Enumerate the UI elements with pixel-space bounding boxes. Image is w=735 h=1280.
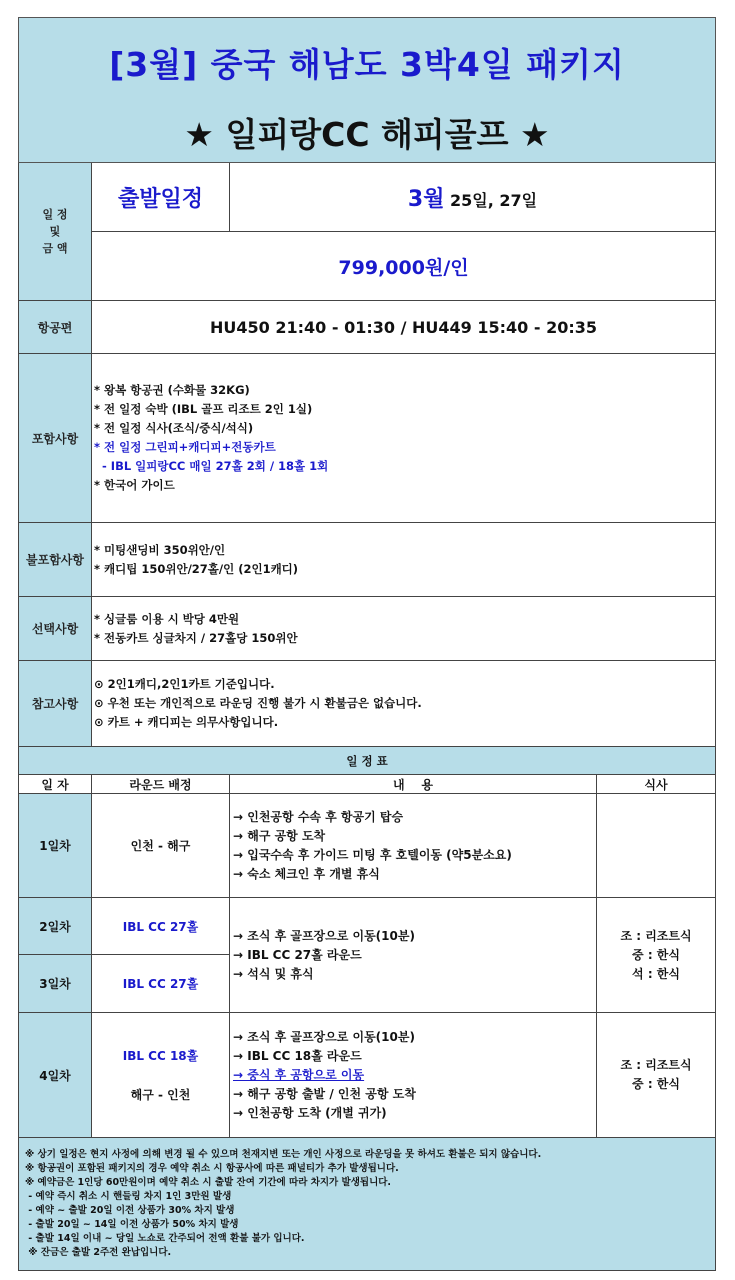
meals <box>597 1013 716 1138</box>
meals <box>597 898 716 1013</box>
departure-dates <box>230 163 716 232</box>
excluded-list <box>92 523 716 597</box>
price: 799,000원/인 <box>92 232 716 301</box>
round-line: IBL CC 18홀 <box>122 1049 199 1063</box>
list-item: * 캐디팁 150위안/27홀/인 (2인1캐디) <box>94 561 299 576</box>
content-line: → 해구 공항 도착 <box>233 828 326 843</box>
list-item: * 전 일정 숙박 (IBL 골프 리조트 2인 1실) <box>94 402 313 416</box>
meal-line: 중 : 한식 <box>632 1077 680 1091</box>
content-line: → 인천공항 도착 (개별 귀가) <box>233 1105 387 1120</box>
departure-month: 3월 <box>407 186 445 212</box>
day-label: 3일차 <box>19 955 92 1013</box>
optional-label: 선택사항 <box>19 597 92 661</box>
departure-days: 25일, 27일 <box>444 190 538 210</box>
list-item: * 미팅샌딩비 350위안/인 <box>94 542 226 557</box>
title-block <box>19 18 716 163</box>
day-label: 4일차 <box>19 1013 92 1138</box>
meal-line: 중 : 한식 <box>632 947 680 962</box>
note-line: - 출발 14일 이내 ~ 당일 노쇼로 간주되어 전액 환불 불가 입니다. <box>25 1233 305 1244</box>
round-assignment <box>92 1013 230 1138</box>
list-item: ⊙ 카트 + 캐디피는 의무사항입니다. <box>94 715 279 729</box>
column-header-meals: 식사 <box>597 775 716 794</box>
day-content <box>230 794 597 898</box>
flight-info: HU450 21:40 - 01:30 / HU449 15:40 - 20:35 <box>92 301 716 354</box>
list-item: * 왕복 항공권 (수화물 32KG) <box>94 383 250 397</box>
meal-line: 조 : 리조트식 <box>620 928 692 943</box>
round-line: 해구 - 인천 <box>130 1088 191 1102</box>
content-line: → 조식 후 골프장으로 이동(10분) <box>233 928 415 943</box>
excluded-label: 불포함사항 <box>19 523 92 597</box>
day-content <box>230 1013 597 1138</box>
list-item: ⊙ 우천 또는 개인적으로 라운딩 진행 불가 시 환불금은 없습니다. <box>94 696 422 710</box>
content-line: → 조식 후 골프장으로 이동(10분) <box>233 1029 415 1044</box>
note-line: ※ 상기 일정은 현지 사정에 의해 변경 될 수 있으며 천재지변 또는 개인 사정으로 라운딩을 못 하셔도 환불은 되지 않습니다. <box>25 1149 542 1160</box>
list-item: * 전 일정 그린피+캐디피+전동카트 <box>94 440 276 454</box>
table-row <box>19 794 716 898</box>
content-line: → 석식 및 휴식 <box>233 966 314 981</box>
note-line: ※ 예약금은 1인당 60만원이며 예약 취소 시 출발 잔여 기간에 따라 차지가 발생됩니다. <box>25 1177 392 1188</box>
content-line: → 인천공항 수속 후 항공기 탑승 <box>233 809 404 824</box>
package-table <box>18 17 716 1271</box>
label-line: 및 <box>49 225 61 238</box>
page-title: [3월] 중국 해남도 3박4일 패키지 <box>109 45 625 84</box>
column-header-day: 일 자 <box>19 775 92 794</box>
content-line: → 해구 공항 출발 / 인천 공항 도착 <box>233 1086 416 1101</box>
list-item: * 한국어 가이드 <box>94 478 175 492</box>
column-header-content: 내 용 <box>230 775 597 794</box>
departure-label: 출발일정 <box>92 163 230 232</box>
day-label: 1일차 <box>19 794 92 898</box>
day-content <box>230 898 597 1013</box>
note-line: ※ 항공권이 포함된 패키지의 경우 예약 취소 시 항공사에 따른 패널티가 추가 발생됩니다. <box>25 1163 399 1174</box>
column-header-round: 라운드 배정 <box>92 775 230 794</box>
round-assignment: IBL CC 27홀 <box>92 955 230 1013</box>
list-item: ⊙ 2인1캐디,2인1카트 기준입니다. <box>94 677 275 691</box>
reference-list <box>92 661 716 747</box>
list-item: * 전 일정 식사(조식/중식/석식) <box>94 421 254 435</box>
content-line: → IBL CC 27홀 라운드 <box>233 947 362 962</box>
label-line: 일 정 <box>42 208 68 221</box>
list-item: - IBL 일피랑CC 매일 27홀 2회 / 18홀 1회 <box>94 459 329 473</box>
list-item: * 싱글룸 이용 시 박당 4만원 <box>94 611 240 626</box>
schedule-price-label <box>19 163 92 301</box>
round-assignment: 인천 - 해구 <box>92 794 230 898</box>
itinerary-title: 일 정 표 <box>19 747 716 775</box>
content-line: → 숙소 체크인 후 개별 휴식 <box>233 866 380 881</box>
meal-line: 조 : 리조트식 <box>620 1058 692 1072</box>
note-line: - 출발 20일 ~ 14일 이전 상품가 50% 차지 발생 <box>25 1219 239 1230</box>
list-item: * 전동카트 싱글차지 / 27홀당 150위안 <box>94 630 298 645</box>
note-line: - 예약 즉시 취소 시 핸들링 차지 1인 3만원 발생 <box>25 1191 232 1202</box>
table-row <box>19 1013 716 1138</box>
reference-label: 참고사항 <box>19 661 92 747</box>
included-label: 포함사항 <box>19 354 92 523</box>
included-list <box>92 354 716 523</box>
note-line: - 예약 ~ 출발 20일 이전 상품가 30% 차지 발생 <box>25 1205 235 1216</box>
meal-line: 석 : 한식 <box>632 966 680 981</box>
note-line: ※ 잔금은 출발 2주전 완납입니다. <box>25 1247 172 1258</box>
table-row <box>19 898 716 955</box>
day-label: 2일차 <box>19 898 92 955</box>
label-line: 금 액 <box>42 242 68 255</box>
page-subtitle: ★ 일피랑CC 해피골프 ★ <box>184 115 550 154</box>
optional-list <box>92 597 716 661</box>
round-assignment: IBL CC 27홀 <box>92 898 230 955</box>
content-line: → 중식 후 공항으로 이동 <box>233 1067 365 1082</box>
notes-block <box>19 1138 716 1271</box>
package-sheet <box>18 17 715 1271</box>
content-line: → 입국수속 후 가이드 미팅 후 호텔이동 (약5분소요) <box>233 847 512 862</box>
meals <box>597 794 716 898</box>
flight-label: 항공편 <box>19 301 92 354</box>
content-line: → IBL CC 18홀 라운드 <box>233 1048 362 1063</box>
